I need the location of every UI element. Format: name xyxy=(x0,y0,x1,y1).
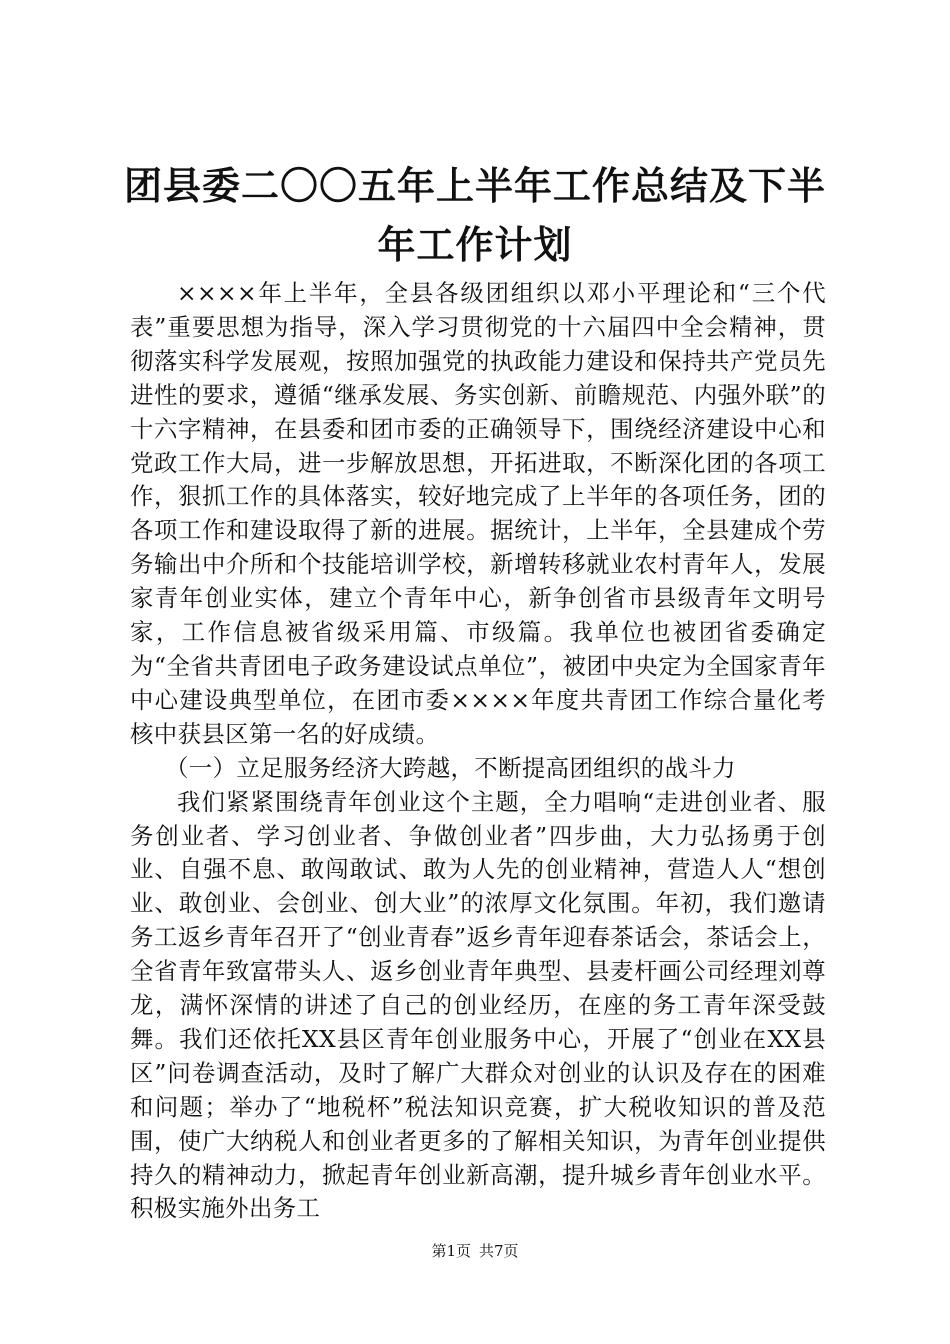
section-heading: （一）立足服务经济大跨越，不断提高团组织的战斗力 xyxy=(165,753,736,782)
document-title: 团县委二〇〇五年上半年工作总结及下半年工作计划 xyxy=(123,163,826,267)
document-body xyxy=(130,277,826,1226)
page-footer xyxy=(0,1241,950,1261)
section-paragraph: 我们紧紧围绕青年创业这个主题，全力唱响“走进创业者、服务创业者、学习创业者、争做创业者”四步曲，大力弘扬勇于创业、自强不息、敢闯敢试、敢为人先的创业精神，营造人人“想创业、敢创业、会创业、创大业”的浓厚文化氛围。年初，我们邀请务工返乡青年召开了“创业青春”返乡青年迎春茶话会，茶话会上，全省青年致富带头人、返乡创业青年典型、县麦杆画公司经理刘尊龙，满怀深情的讲述了自己的创业经历，在座的务工青年深受鼓舞。我们还依托XX县区青年创业服务中心，开展了“创业在XX县区”问卷调查活动，及时了解广大群众对创业的认识及存在的困难和问题；举办了“地税杯”税法知识竞赛，扩大税收知识的普及范围，使广大纳税人和创业者更多的了解相关知识，为青年创业提供持久的精神动力，掀起青年创业新高潮，提升城乡青年创业水平。积极实施外出务工 xyxy=(130,787,826,1223)
page-number: 第1页 xyxy=(431,1242,471,1260)
intro-paragraph: ××××年上半年，全县各级团组织以邓小平理论和“三个代表”重要思想为指导，深入学习贯彻党的十六届四中全会精神，贯彻落实科学发展观，按照加强党的执政能力建设和保持共产党员先进性的要求，遵循“继承发展、务实创新、前瞻规范、内强外联”的十六字精神，在县委和团市委的正确领导下，围绕经济建设中心和党政工作大局，进一步解放思想，开拓进取，不断深化团的各项工作，狠抓工作的具体落实，较好地完成了上半年的各项任务，团的各项工作和建设取得了新的进展。据统计，上半年，全县建成个劳务输出中介所和个技能培训学校，新增转移就业农村青年人，发展家青年创业实体，建立个青年中心，新争创省市县级青年文明号家，工作信息被省级采用篇、市级篇。我单位也被团省委确定为“全省共青团电子政务建设试点单位”，被团中央定为全国家青年中心建设典型单位，在团市委××××年度共青团工作综合量化考核中获县区第一名的好成绩。 xyxy=(130,279,826,748)
page-total: 共7页 xyxy=(479,1242,519,1260)
